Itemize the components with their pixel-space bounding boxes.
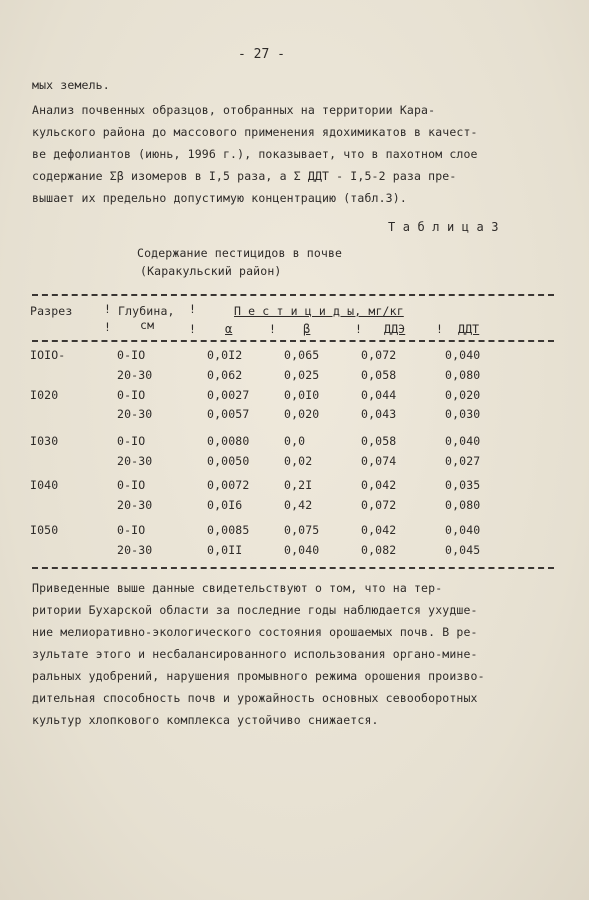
table-cell-depth: 20-30 (117, 498, 153, 512)
closing-line: ние мелиоративно-экологического состояния орошаемых почв. В ре- (32, 625, 478, 639)
closing-line: Приведенные выше данные свидетельствуют о том, что на тер- (32, 581, 443, 595)
table-cell-depth: 0-IO (117, 388, 146, 402)
table-cell-beta: 0,065 (284, 348, 320, 362)
table-cell-depth: 20-30 (117, 368, 153, 382)
table-cell-ddt: 0,027 (445, 454, 481, 468)
header-separator: ! (189, 302, 196, 316)
table-cell-alpha: 0,062 (207, 368, 243, 382)
closing-line: дительная способность почв и урожайность основных севооборотных (32, 691, 478, 705)
header-col-section: Разрез (30, 304, 73, 318)
closing-line: ритории Бухарской области за последние годы наблюдается ухудше- (32, 603, 478, 617)
header-separator: ! (269, 322, 276, 336)
table-cell-ddt: 0,035 (445, 478, 481, 492)
table-top-rule (32, 294, 554, 296)
table-cell-alpha: 0,0I2 (207, 348, 243, 362)
table-cell-dde: 0,058 (361, 368, 397, 382)
header-col-depth: Глубина, (118, 304, 175, 318)
table-cell-alpha: 0,0080 (207, 434, 250, 448)
header-separator: ! (104, 302, 111, 316)
table-cell-depth: 20-30 (117, 407, 153, 421)
table-cell-alpha: 0,0027 (207, 388, 250, 402)
header-rule (32, 340, 554, 342)
header-separator: ! (104, 320, 111, 334)
table-cell-depth: 0-IO (117, 348, 146, 362)
table-subtitle: (Каракульский район) (140, 264, 282, 278)
header-pesticides-group: П е с т и ц и д ы, мг/кг (234, 304, 404, 318)
table-cell-alpha: 0,0050 (207, 454, 250, 468)
header-separator: ! (189, 322, 196, 336)
header-separator: ! (436, 322, 443, 336)
intro-line: кульского района до массового применения ядохимикатов в качест- (32, 125, 478, 139)
table-cell-depth: 0-IO (117, 523, 146, 537)
table-cell-alpha: 0,0I6 (207, 498, 243, 512)
table-cell-beta: 0,040 (284, 543, 320, 557)
table-cell-beta: 0,020 (284, 407, 320, 421)
table-cell-dde: 0,042 (361, 523, 397, 537)
table-cell-ddt: 0,020 (445, 388, 481, 402)
table-cell-beta: 0,025 (284, 368, 320, 382)
table-cell-section: I040 (30, 478, 59, 492)
table-cell-alpha: 0,0057 (207, 407, 250, 421)
table-cell-depth: 20-30 (117, 543, 153, 557)
header-depth-unit: см (140, 318, 155, 332)
table-cell-depth: 20-30 (117, 454, 153, 468)
intro-line: мых земель. (32, 78, 110, 92)
table-cell-depth: 0-IO (117, 478, 146, 492)
header-alpha: α (225, 322, 233, 336)
table-cell-dde: 0,044 (361, 388, 397, 402)
table-cell-beta: 0,42 (284, 498, 313, 512)
header-separator: ! (355, 322, 362, 336)
header-ddt: ДДТ (458, 322, 480, 336)
table-cell-dde: 0,042 (361, 478, 397, 492)
table-cell-dde: 0,072 (361, 348, 397, 362)
table-cell-section: I020 (30, 388, 59, 402)
table-cell-alpha: 0,0II (207, 543, 243, 557)
table-bottom-rule (32, 567, 554, 569)
intro-line: Анализ почвенных образцов, отобранных на территории Кара- (32, 103, 436, 117)
table-cell-ddt: 0,040 (445, 523, 481, 537)
intro-line: содержание Σβ изомеров в I,5 раза, а Σ ДДТ - I,5-2 раза пре- (32, 169, 457, 183)
table-cell-beta: 0,02 (284, 454, 313, 468)
closing-line: зультате этого и несбалансированного использования органо-мине- (32, 647, 478, 661)
table-cell-ddt: 0,045 (445, 543, 481, 557)
table-cell-dde: 0,072 (361, 498, 397, 512)
table-cell-beta: 0,075 (284, 523, 320, 537)
table-cell-ddt: 0,030 (445, 407, 481, 421)
table-cell-alpha: 0,0072 (207, 478, 250, 492)
table-cell-alpha: 0,0085 (207, 523, 250, 537)
table-label: Т а б л и ц а 3 (388, 220, 499, 234)
table-cell-section: I050 (30, 523, 59, 537)
closing-line: ральных удобрений, нарушения промывного режима орошения произво- (32, 669, 485, 683)
table-cell-dde: 0,058 (361, 434, 397, 448)
table-cell-ddt: 0,080 (445, 368, 481, 382)
table-cell-depth: 0-IO (117, 434, 146, 448)
header-dde: ДДЭ (384, 322, 406, 336)
table-cell-ddt: 0,080 (445, 498, 481, 512)
page-number: - 27 - (238, 47, 285, 62)
table-cell-dde: 0,074 (361, 454, 397, 468)
table-cell-beta: 0,2I (284, 478, 313, 492)
intro-line: вышает их предельно допустимую концентрацию (табл.3). (32, 191, 407, 205)
closing-line: культур хлопкового комплекса устойчиво снижается. (32, 713, 379, 727)
table-cell-ddt: 0,040 (445, 434, 481, 448)
table-cell-section: IOIO- (30, 348, 66, 362)
table-cell-dde: 0,082 (361, 543, 397, 557)
table-cell-beta: 0,0 (284, 434, 306, 448)
table-title: Содержание пестицидов в почве (137, 246, 343, 260)
table-cell-section: I030 (30, 434, 59, 448)
table-cell-beta: 0,0I0 (284, 388, 320, 402)
intro-line: ве дефолиантов (июнь, 1996 г.), показывает, что в пахотном слое (32, 147, 478, 161)
table-cell-dde: 0,043 (361, 407, 397, 421)
table-cell-ddt: 0,040 (445, 348, 481, 362)
header-beta: β (303, 322, 311, 336)
